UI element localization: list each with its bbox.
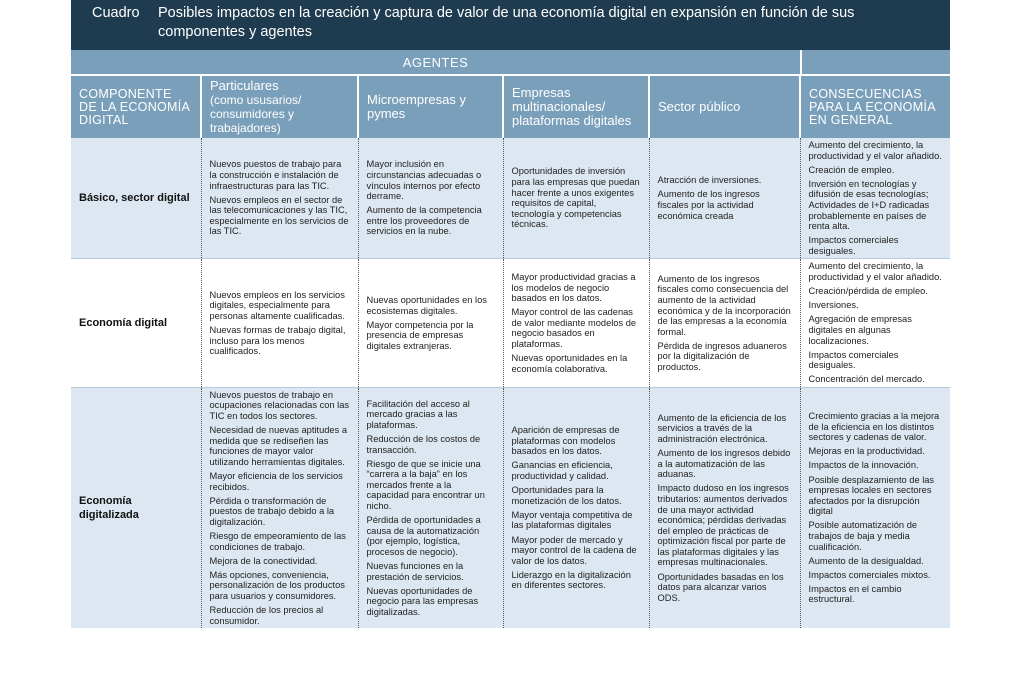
caption-label: Cuadro — [92, 5, 140, 21]
table-row — [71, 259, 950, 387]
header-particulares-subtitle: (como ususarios/ consumidores y trabajadores) — [210, 93, 302, 135]
cell-consecuencias: Aumento del crecimiento, la productividad y el valor añadido. Creación de empleo. Inversión en tecnologías y difusión de esas tecnologías; Actividades de I+D radicadas probablemente en países de renta alta. Impactos comerciales desiguales. — [808, 140, 942, 256]
cell-sector-publico: Aumento de la eficiencia de los servicios a través de la administración electrónica. Aumento de los ingresos debido a la automatización de las aduanas. Impacto dudoso en los ingresos tributarios: aumentos derivados de una mayor actividad económica; pérdidas derivadas del empleo de prácticas de optimización fiscal por parte de las plataformas digitales y las empresas multinacionales. Oportunidades basadas en los datos para alcanzar varios ODS. — [649, 387, 800, 628]
row-component: Economía digitalizada — [71, 387, 201, 628]
table-row — [71, 138, 950, 259]
cell-microempresas: Facilitación del acceso al mercado gracias a las plataformas. Reducción de los costos de transacción. Riesgo de que se inicie una “carrera a la baja” en los mercados frente a la capacidad para encontrar un nicho. Pérdida de oportunidades a causa de la automatización (por ejemplo, logística, procesos de negocio). Nuevas funciones en la prestación de servicios. Nuevas oportunidades de negocio para las empresas digitalizadas. — [358, 387, 503, 628]
header-component: COMPONENTE DE LA ECONOMÍA DIGITAL — [71, 75, 201, 138]
agents-heading: AGENTES — [71, 50, 800, 74]
header-microempresas: Microempresas y pymes — [358, 75, 503, 138]
cell-microempresas: Nuevas oportunidades en los ecosistemas digitales. Mayor competencia por la presencia de empresas digitales extranjeras. — [358, 259, 503, 387]
header-sector-publico: Sector público — [649, 75, 800, 138]
cell-microempresas: Mayor inclusión en circunstancias adecuadas o vínculos internos por efecto derrame. Aumento de la competencia entre los proveedores de servicios en la nube. — [358, 138, 503, 259]
cell-particulares: Nuevos empleos en los servicios digitales, especialmente para personas altamente cualificadas. Nuevas formas de trabajo digital, incluso para los menos cualificados. — [201, 259, 358, 387]
cell-sector-publico: Atracción de inversiones. Aumento de los ingresos fiscales por la actividad económica creada — [649, 138, 800, 259]
header-particulares — [201, 75, 358, 138]
row-component: Economía digital — [71, 259, 201, 387]
header-particulares-title: Particulares — [210, 78, 279, 93]
agents-header-band — [71, 50, 950, 74]
cell-multinacionales: Oportunidades de inversión para las empresas que puedan hacer frente a unos exigentes requisitos de capital, tecnología y competencias técnicas. — [503, 138, 649, 259]
cell-particulares: Nuevos puestos de trabajo en ocupaciones relacionadas con las TIC en todos los sectores. Necesidad de nuevas aptitudes a medida que se rediseñen las funciones de mayor valor utilizando herramientas digitales. Mayor eficiencia de los servicios recibidos. Pérdida o transformación de puestos de trabajo debido a la digitalización. Riesgo de empeoramiento de las condiciones de trabajo. Mejora de la conectividad. Más opciones, conveniencia, personalización de los productos para usuarios y consumidores. Reducción de los precios al consumidor. — [201, 387, 358, 628]
header-multinacionales: Empresas multinacionales/ plataformas digitales — [503, 75, 649, 138]
cell-consecuencias: Crecimiento gracias a la mejora de la eficiencia en los distintos sectores y cadenas de valor. Mejoras en la productividad. Impactos de la innovación. Posible desplazamiento de las empresas locales en sectores afectados por la disrupción digital Posible automatización de trabajos de baja y media cualificación. Aumento de la desigualdad. Impactos comerciales mixtos. Impactos en el cambio estructural. — [800, 387, 950, 628]
row-component: Básico, sector digital — [71, 138, 201, 259]
caption-text: Posibles impactos en la creación y captura de valor de una economía digital en expansión en función de sus componentes y agentes — [158, 5, 855, 40]
table-row — [71, 387, 950, 628]
cell-multinacionales: Aparición de empresas de plataformas con modelos basados en los datos. Ganancias en eficiencia, productividad y calidad. Oportunidades para la monetización de los datos. Mayor ventaja competitiva de las plataformas digitales Mayor poder de mercado y mayor control de la cadena de valor de los datos. Liderazgo en la digitalización en diferentes sectores. — [503, 387, 649, 628]
table-caption — [71, 0, 950, 50]
cell-multinacionales: Mayor productividad gracias a los modelos de negocio basados en los datos. Mayor control de las cadenas de valor mediante modelos de negocio basados en plataformas. Nuevas oportunidades en la economía colaborativa. — [503, 259, 649, 387]
column-header-row — [71, 75, 950, 138]
impacts-table — [71, 74, 950, 628]
cell-particulares: Nuevos puestos de trabajo para la construcción e instalación de infraestructuras para las TIC. Nuevos empleos en el sector de las telecomunicaciones y las TIC, especialmente en los servicios de las TIC. — [201, 138, 358, 259]
cell-sector-publico: Aumento de los ingresos fiscales como consecuencia del aumento de la actividad económica y de la incorporación de las empresas a la economía formal. Pérdida de ingresos aduaneros por la digitalización de productos. — [649, 259, 800, 387]
cell-consecuencias: Aumento del crecimiento, la productividad y el valor añadido. Creación/pérdida de empleo. Inversiones. Agregación de empresas digitales en algunas localizaciones. Impactos comerciales desiguales. Concentración del mercado. — [800, 259, 950, 387]
impacts-table-figure — [71, 0, 950, 683]
header-consecuencias: CONSECUENCIAS PARA LA ECONOMÍA EN GENERAL — [800, 75, 950, 138]
